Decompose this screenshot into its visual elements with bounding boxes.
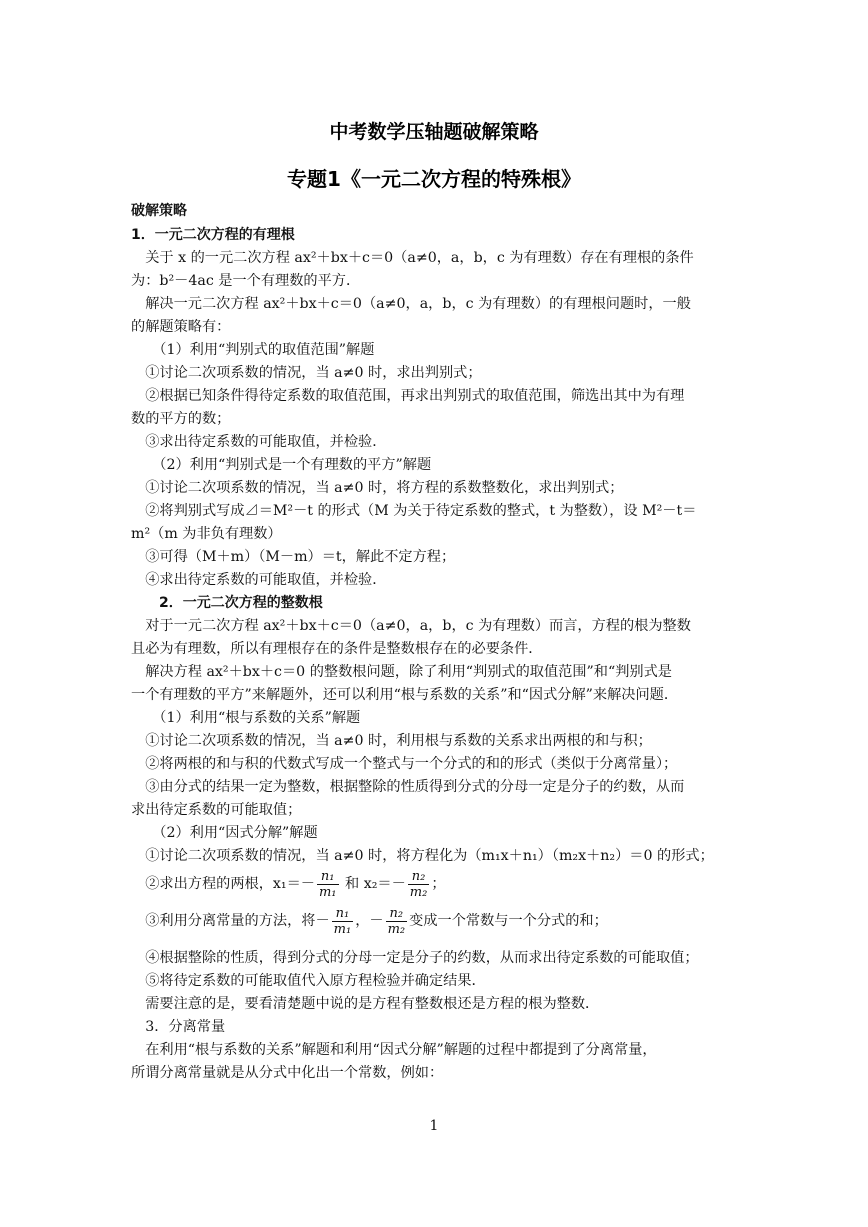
paragraph-line: 需要注意的是，要看清楚题中说的是方程有整数根还是方程的根为整数．	[131, 996, 600, 1012]
formula-text: ，－	[355, 913, 384, 929]
subsection-heading: 2．一元二次方程的整数根	[131, 595, 323, 611]
formula-text: 变成一个常数与一个分式的和；	[409, 913, 608, 929]
paragraph-line: 一个有理数的平方”来解题外，还可以利用“根与系数的关系”和“因式分解”来解决问题．	[131, 687, 679, 703]
fraction-numerator: n₂	[386, 906, 408, 922]
step-line: ②根据已知条件得待定系数的取值范围，再求出判别式的取值范围，筛选出其中为有理	[131, 388, 685, 404]
fraction	[386, 906, 408, 937]
paragraph-line: 对于一元二次方程 ax²＋bx＋c＝0（a≠0，a，b，c 为有理数）而言，方程的根为整数	[131, 618, 691, 634]
document-title: 中考数学压轴题破解策略	[329, 121, 539, 143]
page-number: 1	[429, 1118, 439, 1134]
fraction	[408, 869, 430, 900]
step-line: 数的平方的数；	[131, 411, 231, 427]
step-line: ③求出待定系数的可能取值，并检验．	[131, 434, 387, 450]
fraction-denominator: m₂	[409, 884, 428, 900]
separation-formula-line	[131, 903, 741, 939]
method-heading: （1）利用“判别式的取值范围”解题	[131, 342, 375, 358]
subsection-heading: 1．一元二次方程的有理根	[131, 227, 295, 243]
formula-text: ②求出方程的两根，x₁＝－	[131, 876, 315, 892]
paragraph-line: 且必为有理数，所以有理根存在的条件是整数根存在的必要条件．	[131, 641, 543, 657]
fraction-denominator: m₁	[333, 921, 352, 937]
step-line: ②将两根的和与积的代数式写成一个整式与一个分式的和的形式（类似于分离常量）；	[131, 756, 678, 772]
paragraph-line: 的解题策略有：	[131, 319, 231, 335]
paragraph-line: 所谓分离常量就是从分式中化出一个常数，例如：	[131, 1065, 444, 1081]
step-line: ①讨论二次项系数的情况，当 a≠0 时，将方程化为（m₁x＋n₁）（m₂x＋n₂）＝0 的形式；	[131, 848, 714, 864]
roots-formula-line	[131, 866, 741, 902]
fraction	[332, 906, 354, 937]
paragraph-line: 为：b²－4ac 是一个有理数的平方．	[131, 273, 361, 289]
step-line: ①讨论二次项系数的情况，当 a≠0 时，利用根与系数的关系求出两根的和与积；	[131, 733, 652, 749]
subsection-heading: 3．分离常量	[131, 1019, 226, 1035]
fraction-numerator: n₁	[332, 906, 354, 922]
method-heading: （2）利用“因式分解”解题	[131, 825, 318, 841]
step-line: ③由分式的结果一定为整数，根据整除的性质得到分式的分母一定是分子的约数，从而	[131, 779, 685, 795]
formula-text: ；	[431, 876, 446, 892]
method-heading: （1）利用“根与系数的关系”解题	[131, 710, 361, 726]
step-line: ①讨论二次项系数的情况，当 a≠0 时，将方程的系数整数化，求出判别式；	[131, 480, 624, 496]
fraction-numerator: n₁	[317, 869, 339, 885]
step-line: m²（m 为非负有理数）	[131, 526, 282, 542]
step-line: ②将判别式写成⊿＝M²－t 的形式（M 为关于待定系数的整式，t 为整数），设 M²－t＝	[131, 503, 697, 519]
fraction-denominator: m₁	[318, 884, 337, 900]
step-line: ⑤将待定系数的可能取值代入原方程检验并确定结果．	[131, 973, 486, 989]
formula-text: 和 x₂＝－	[340, 876, 406, 892]
fraction	[317, 869, 339, 900]
step-line: ④求出待定系数的可能取值，并检验．	[131, 572, 387, 588]
step-line: 求出待定系数的可能取值；	[131, 802, 302, 818]
method-heading: （2）利用“判别式是一个有理数的平方”解题	[131, 457, 432, 473]
paragraph-line: 在利用“根与系数的关系”解题和利用“因式分解”解题的过程中都提到了分离常量，	[131, 1042, 657, 1058]
fraction-numerator: n₂	[408, 869, 430, 885]
paragraph-line: 解决一元二次方程 ax²＋bx＋c＝0（a≠0，a，b，c 为有理数）的有理根问题时，一般	[131, 296, 691, 312]
fraction-denominator: m₂	[387, 921, 406, 937]
document-subtitle: 专题1《一元二次方程的特殊根》	[287, 167, 581, 191]
section-heading: 破解策略	[131, 203, 187, 219]
paragraph-line: 解决方程 ax²＋bx＋c＝0 的整数根问题，除了利用“判别式的取值范围”和“判别式是	[131, 664, 672, 680]
step-line: ③可得（M＋m）（M－m）＝t，解此不定方程；	[131, 549, 456, 565]
paragraph-line: 关于 x 的一元二次方程 ax²＋bx＋c＝0（a≠0，a，b，c 为有理数）存在有理根的条件	[131, 250, 694, 266]
step-line: ④根据整除的性质，得到分式的分母一定是分子的约数，从而求出待定系数的可能取值；	[131, 950, 699, 966]
formula-text: ③利用分离常量的方法，将－	[131, 913, 330, 929]
step-line: ①讨论二次项系数的情况，当 a≠0 时，求出判别式；	[131, 365, 482, 381]
